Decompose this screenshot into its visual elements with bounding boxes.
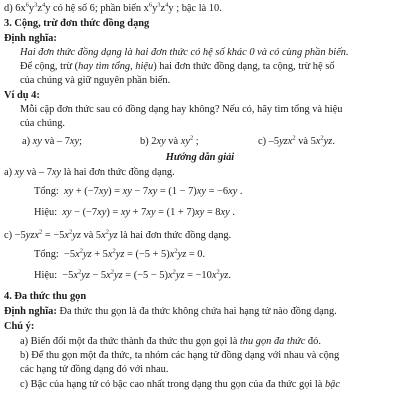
note-b-line-1: b) Để thu gọn một đa thức, ta nhóm các hạng tử đồng dạng với nhau và cộng bbox=[20, 350, 340, 361]
line-d: d) $6x^6y^3z^4y$ có hệ số 6; phần biến $x^6y^3z^4y$ ; bậc là 10. bbox=[4, 1, 222, 14]
section-4-title: 4. Đa thức thu gọn bbox=[4, 291, 87, 302]
solution-c-line-1: $c) -5yzx^2 = -5x^2yz$ và $5x^2yz$ là hai đơn thức đồng dạng. bbox=[4, 228, 232, 241]
solution-c-sum: Tổng: $-5x^2yz + 5x^2yz = (-5 + 5)x^2yz = 0$. bbox=[34, 247, 206, 260]
solution-a-difference: Hiệu: xy − (−7xy) = xy + 7xy = (1 + 7)xy = 8xy . bbox=[34, 207, 235, 218]
section-3-title: 3. Cộng, trừ đơn thức đồng dạng bbox=[4, 18, 150, 29]
note-c: c) Bậc của hạng tử có bậc cao nhất trong dạng thu gọn của đa thức gọi là bậc bbox=[20, 379, 340, 390]
solution-heading: Hướng dẫn giải bbox=[165, 152, 235, 163]
definition-line-3: của chúng và giữ nguyên phần biến. bbox=[20, 75, 171, 86]
example-line-1: Mỗi cặp đơn thức sau có đồng dạng hay không? Nếu có, hãy tìm tổng và hiệu bbox=[20, 104, 343, 115]
note-title: Chú ý: bbox=[4, 321, 35, 332]
option-a: a) xy và – 7xy; bbox=[22, 136, 83, 147]
solution-c-difference: Hiệu: $-5x^2yz - 5x^2yz = (-5 - 5)x^2yz = -10x^2yz$. bbox=[34, 268, 231, 281]
definition-line-2: Để cộng, trừ (hay tìm tổng, hiệu) hai đơn thức đồng dạng, ta cộng, trừ hệ số bbox=[20, 61, 335, 72]
solution-a-sum: Tổng: xy + (−7xy) = xy − 7xy = (1 − 7)xy = −6xy . bbox=[34, 186, 243, 197]
example-line-2: của chúng. bbox=[20, 118, 66, 129]
definition-title: Định nghĩa: bbox=[4, 33, 57, 44]
note-a: a) Biến đổi một đa thức thành đa thức thu gọn gọi là thu gọn đa thức đó. bbox=[20, 336, 321, 347]
definition-4: Định nghĩa: Đa thức thu gọn là đa thức không chứa hai hạng tử nào đồng dạng. bbox=[4, 306, 337, 317]
option-c: c) –5yzx$^2$ và $5x^2yz$. bbox=[258, 134, 335, 147]
example-4-title: Ví dụ 4: bbox=[4, 90, 40, 101]
note-b-line-2: các hạng tử đồng dạng đó với nhau. bbox=[20, 364, 169, 375]
definition-line-1: Hai đơn thức đồng dạng là hai đơn thức có hệ số khác 0 và có cùng phần biến. bbox=[20, 47, 349, 58]
solution-a-line-1: a) xy và – 7xy là hai đơn thức đồng dạng. bbox=[4, 167, 175, 178]
option-b: b) 2xy và $xy^2$ ; bbox=[140, 134, 199, 147]
